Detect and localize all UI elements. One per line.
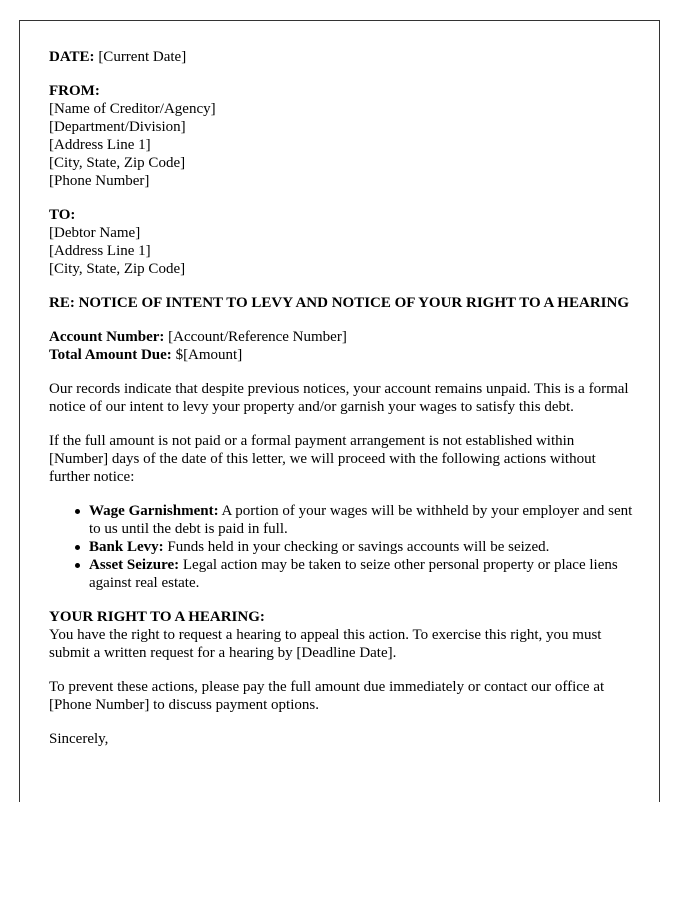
from-line: [Phone Number] [49,173,150,189]
to-label: TO: [49,207,76,223]
from-label: FROM: [49,83,100,99]
from-line: [City, State, Zip Code] [49,155,186,171]
from-line: [Department/Division] [49,119,186,135]
list-item [89,538,634,556]
from-line: [Address Line 1] [49,137,151,153]
date-line [49,48,634,66]
to-line: [City, State, Zip Code] [49,261,186,277]
account-number-label: Account Number: [49,329,165,345]
payment-paragraph: To prevent these actions, please pay the full amount due immediately or contact our office at [Phone Number] to discuss payment options. [49,679,605,713]
to-block [49,206,634,278]
closing: Sincerely, [49,731,109,747]
amount-due-line [49,346,634,364]
action-title: Asset Seizure: [89,557,180,573]
action-text: A portion of your wages will be withheld by your employer and sent to us until the debt is paid in full. [89,503,633,537]
list-item [89,556,634,592]
from-line: [Name of Creditor/Agency] [49,101,216,117]
list-item [89,502,634,538]
account-number-value: [Account/Reference Number] [168,329,347,345]
account-number-line [49,328,634,346]
action-title: Bank Levy: [89,539,164,555]
actions-list [49,502,634,592]
from-block [49,82,634,190]
account-block [49,328,634,364]
hearing-text: You have the right to request a hearing to appeal this action. To exercise this right, you must submit a written request for a hearing by [Deadline Date]. [49,627,602,661]
action-text: Legal action may be taken to seize other personal property or place liens against real estate. [89,557,618,591]
letter-page [19,20,660,802]
hearing-section [49,608,634,662]
intro-paragraph: Our records indicate that despite previous notices, your account remains unpaid. This is a formal notice of our intent to levy your property and/or garnish your wages to satisfy this debt. [49,381,629,415]
amount-due-label: Total Amount Due: [49,347,172,363]
date-label: DATE: [49,49,95,65]
action-text: Funds held in your checking or savings accounts will be seized. [167,539,550,555]
hearing-heading: YOUR RIGHT TO A HEARING: [49,609,265,625]
date-value: [Current Date] [98,49,187,65]
subject-line: RE: NOTICE OF INTENT TO LEVY AND NOTICE OF YOUR RIGHT TO A HEARING [49,295,629,311]
letter-content [49,48,634,764]
deadline-paragraph: If the full amount is not paid or a formal payment arrangement is not established within [Number] days of the date of this letter, we will proceed with the following actions without further notice: [49,433,596,485]
action-title: Wage Garnishment: [89,503,219,519]
to-line: [Debtor Name] [49,225,141,241]
to-line: [Address Line 1] [49,243,151,259]
amount-due-value: $[Amount] [175,347,243,363]
